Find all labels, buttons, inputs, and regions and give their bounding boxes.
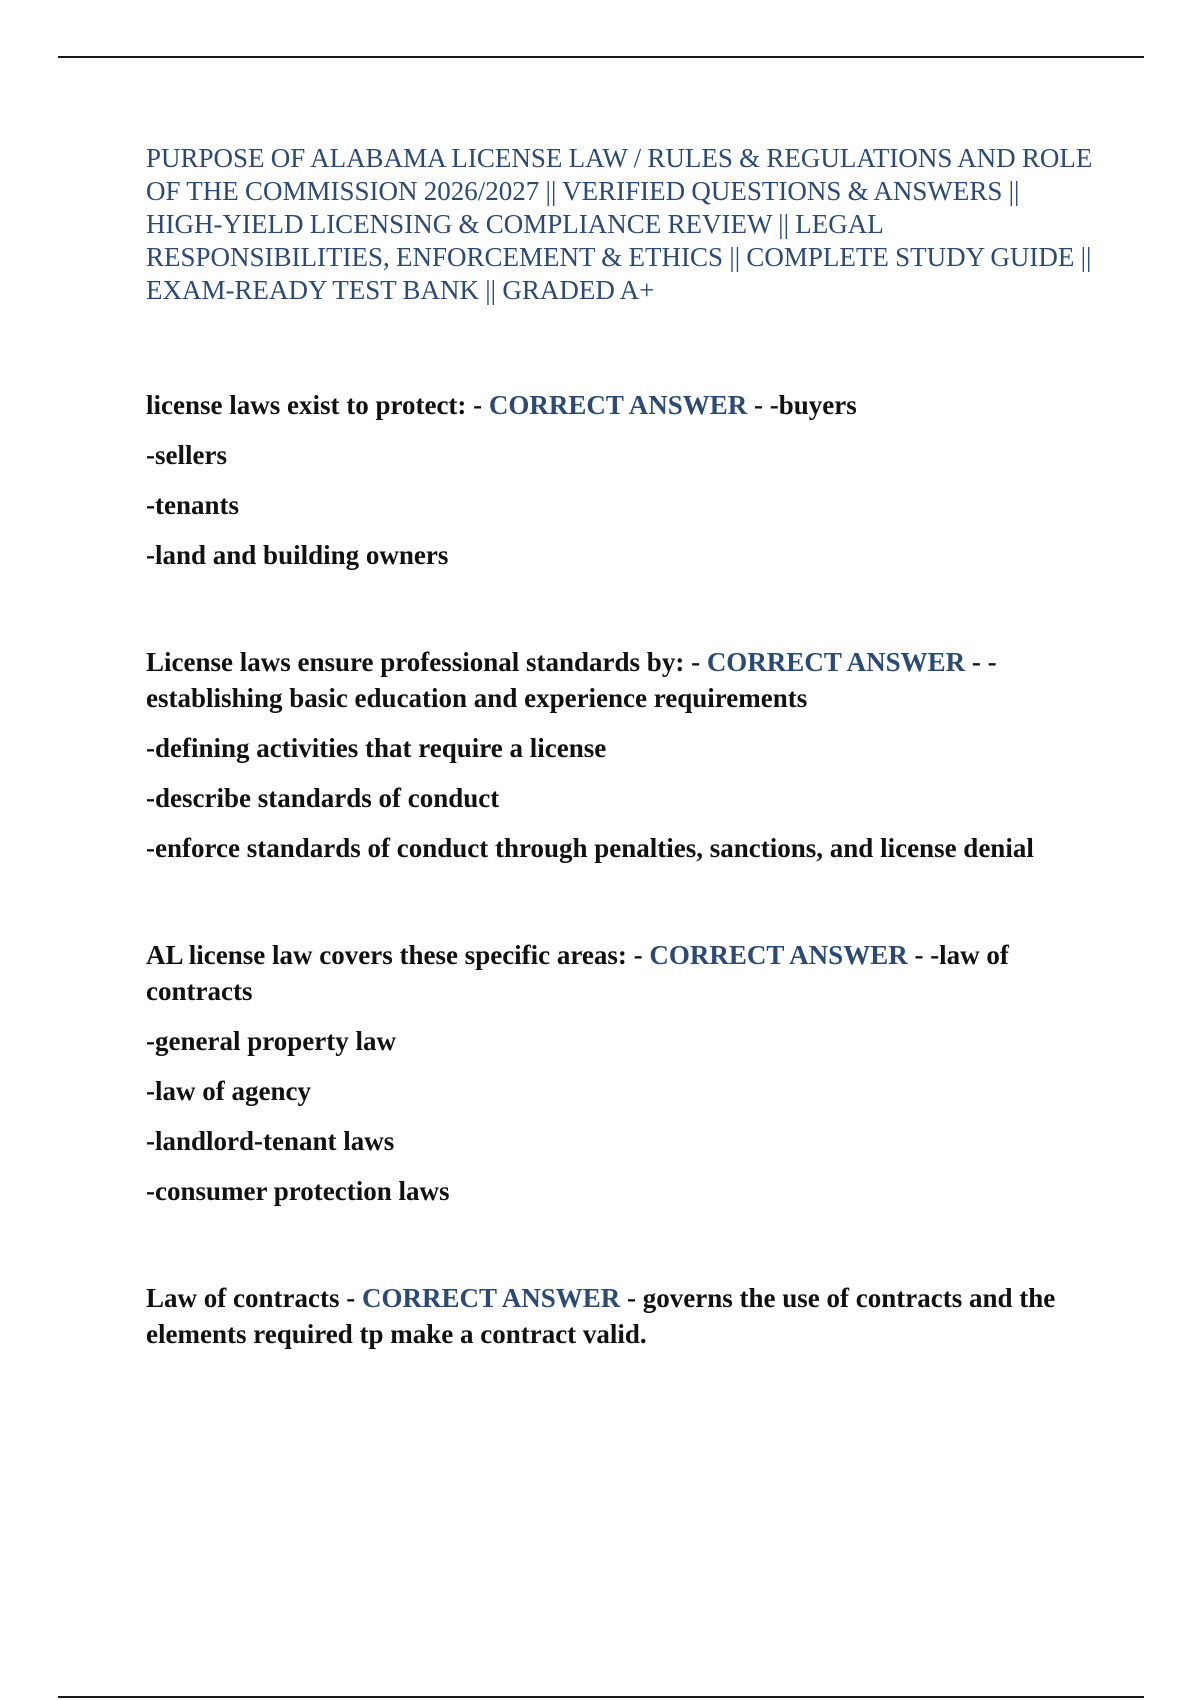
document-title: PURPOSE OF ALABAMA LICENSE LAW / RULES & REGULATIONS AND ROLE OF THE COMMISSION 2026/2027 || VERIFIED QUESTIONS & ANSWERS || HIGH-YIELD LICENSING & COMPLIANCE REVIEW || LEGAL RESPONSIBILITIES, ENFORCEMENT & ETHICS || COMPLETE STUDY GUIDE || EXAM-READY TEST BANK || GRADED A+ [146,143,1093,305]
answer-item: -tenants [146,490,239,520]
answer-item: -land and building owners [146,540,449,570]
bottom-rule [58,1696,1144,1698]
qa-block-1 [146,387,1096,573]
correct-answer-label: CORRECT ANSWER [706,647,966,677]
correct-answer-label: CORRECT ANSWER [488,390,748,420]
answer-item: -sellers [146,440,227,470]
question-text: Law of contracts - [146,1283,362,1313]
document-body [146,142,1096,1423]
answer-item: -consumer protection laws [146,1176,450,1206]
answer-item: -general property law [146,1026,396,1056]
correct-answer-label: CORRECT ANSWER [649,940,908,970]
question-line [146,937,1096,1009]
question-line [146,644,1096,716]
answer-lead: - -law of contracts [146,940,1009,1006]
correct-answer-label: CORRECT ANSWER [361,1283,621,1313]
answer-item: -landlord-tenant laws [146,1126,395,1156]
question-line [146,1280,1096,1352]
question-text: License laws ensure professional standards by: - [146,647,707,677]
question-text: AL license law covers these specific areas: - [146,940,650,970]
answer-item: -describe standards of conduct [146,783,500,813]
answer-item: -law of agency [146,1076,311,1106]
top-rule [58,56,1144,58]
answer-item: -enforce standards of conduct through penalties, sanctions, and license denial [146,833,1034,863]
answer-item: -defining activities that require a license [146,733,607,763]
answer-lead: - governs the use of contracts and the elements required tp make a contract valid. [146,1283,1056,1349]
answer-lead: - -buyers [747,390,857,420]
qa-block-4 [146,1280,1096,1352]
question-text: license laws exist to protect: - [146,390,489,420]
qa-block-2 [146,644,1096,866]
question-line [146,387,1096,423]
qa-block-3 [146,937,1096,1209]
answer-lead: - -establishing basic education and experience requirements [146,647,997,713]
